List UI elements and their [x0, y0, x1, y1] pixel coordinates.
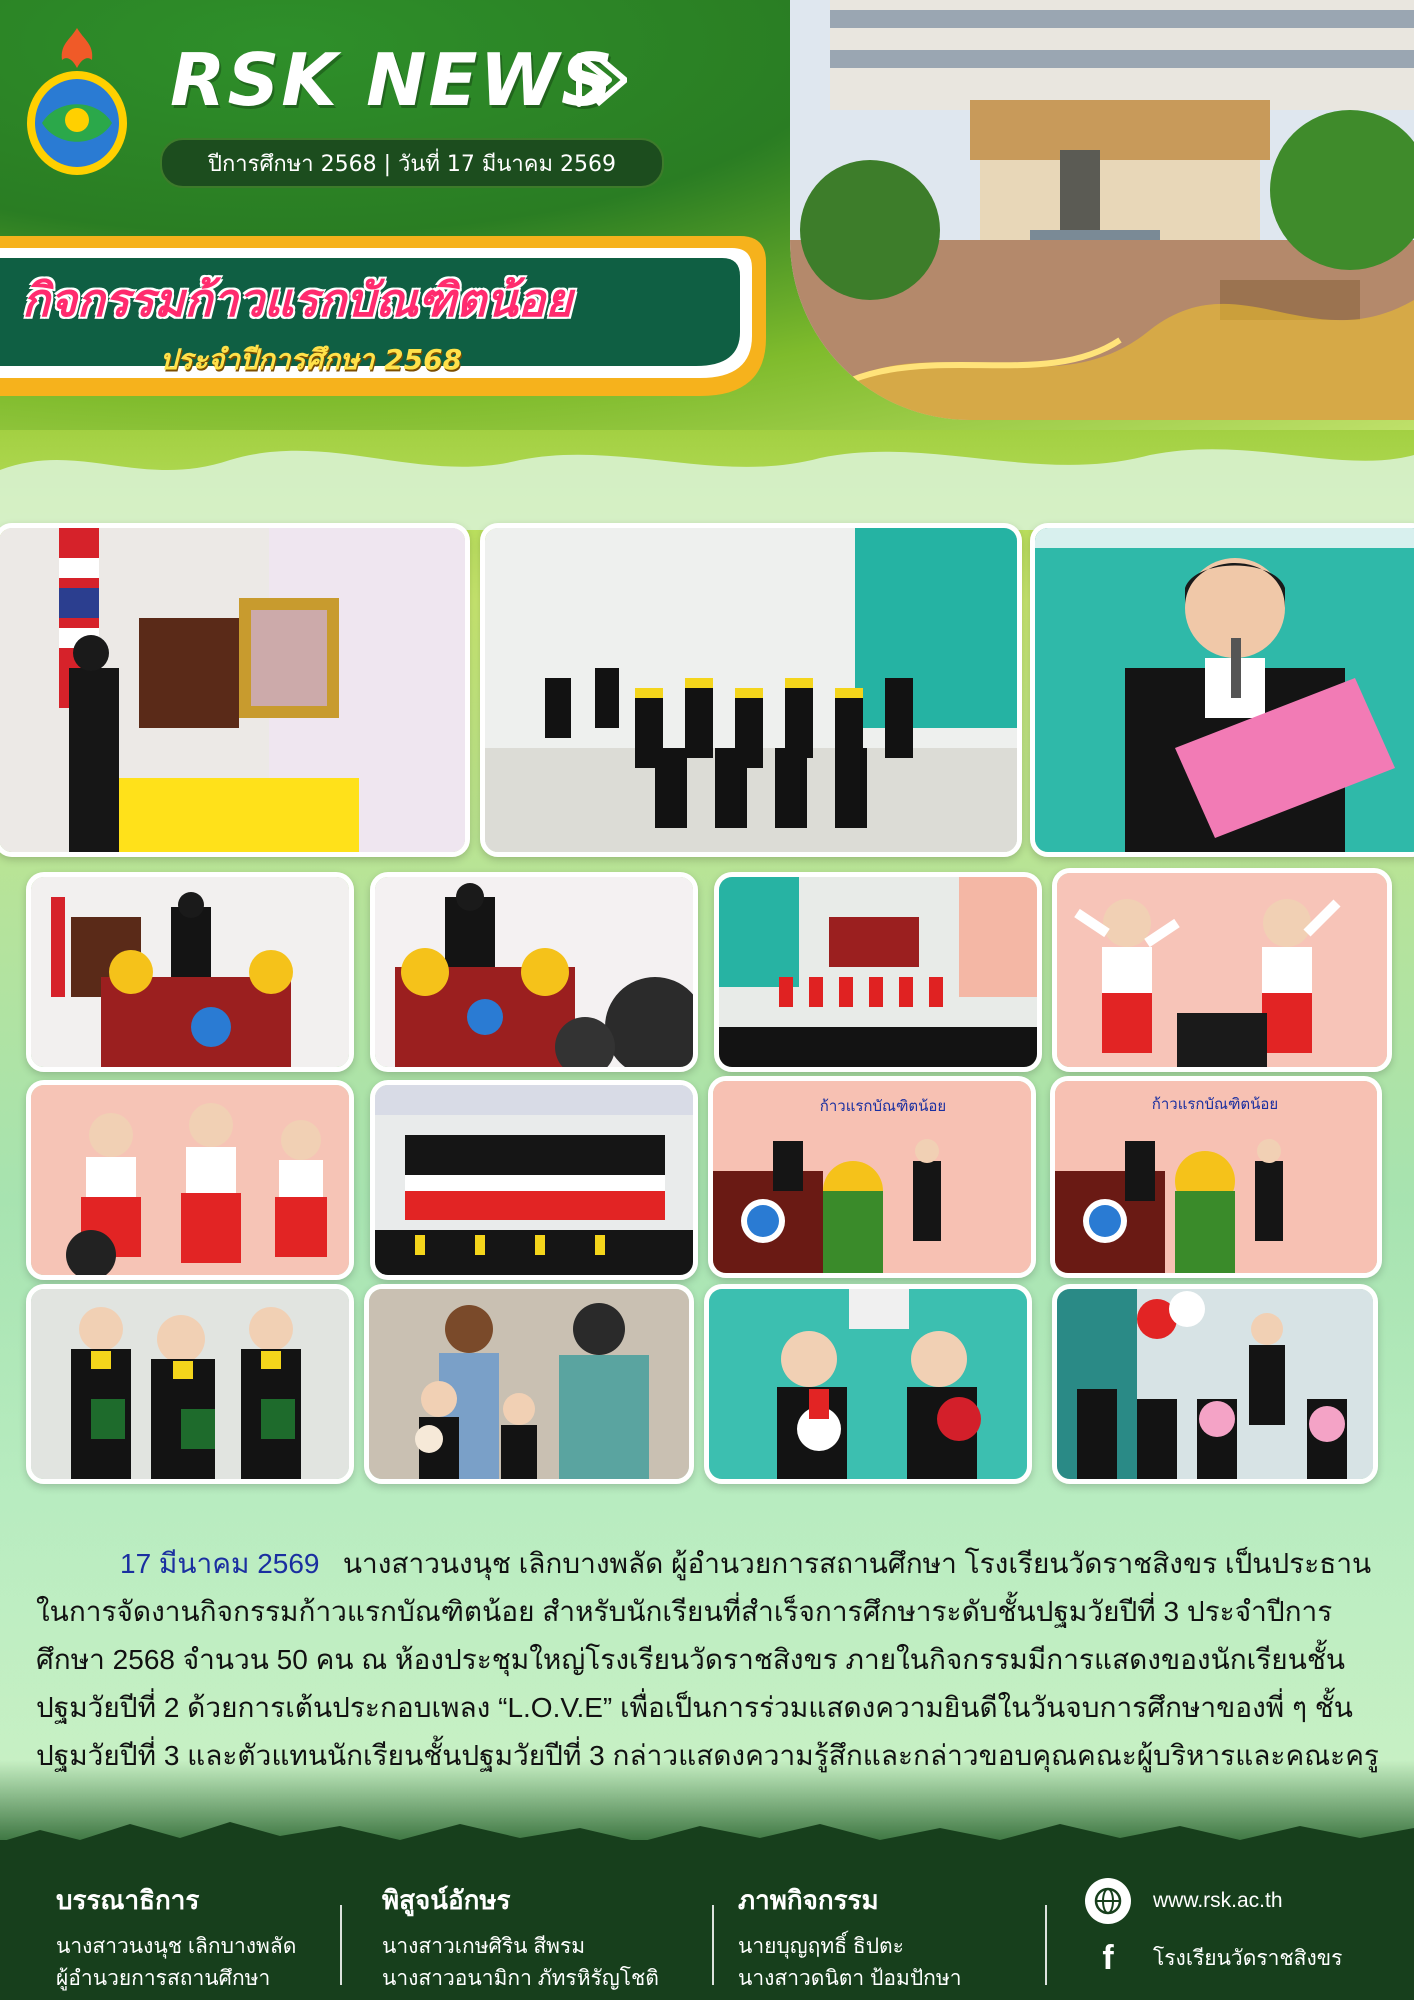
photo-kids-dancing: [1052, 868, 1392, 1072]
facebook-link[interactable]: [1085, 1935, 1342, 1981]
footer-proofreaders: [382, 1880, 659, 1995]
hero-school-photo: [790, 0, 1414, 420]
photo-family-congrats: [364, 1284, 694, 1484]
editor-role: ผู้อำนวยการสถานศึกษา: [56, 1967, 271, 1990]
photo-group-teachers: [370, 1080, 698, 1280]
activity-subtitle: ประจำปีการศึกษา 2568: [160, 343, 463, 376]
article-date: 17 มีนาคม 2569: [120, 1548, 320, 1579]
photo-paying-respect: [0, 523, 470, 857]
brand-title: RSK NEWS: [170, 38, 615, 122]
editor-heading: บรรณาธิการ: [56, 1885, 200, 1915]
photo-group-gifts: [1052, 1284, 1378, 1484]
photo-certificate-1: [708, 1076, 1036, 1278]
footer-divider: [340, 1905, 342, 1985]
photo-heading: ภาพกิจกรรม: [738, 1885, 879, 1915]
photo-kids-gifts: [704, 1284, 1032, 1484]
stage-banner-text: ก้าวแรกบัณฑิตน้อย: [819, 1097, 947, 1115]
school-logo: [22, 28, 132, 178]
facebook-text[interactable]: โรงเรียนวัดราชสิงขร: [1153, 1946, 1343, 1970]
footer-editor: [56, 1880, 296, 1995]
issue-date: ปีการศึกษา 2568 | วันที่ 17 มีนาคม 2569: [160, 138, 664, 188]
proofreader-1: นางสาวเกษศิริน สีพรม: [382, 1935, 586, 1958]
article-text: นางสาวนงนุช เลิกบางพลัด ผู้อำนวยการสถานศึกษา โรงเรียนวัดราชสิงขร เป็นประธานในการจัดงานกิจกรรมก้าวแรกบัณฑิตน้อย สำหรับนักเรียนที่สำเร็จการศึกษาระดับชั้นปฐมวัยปีที่ 3 ประจำปีการศึกษา 2568 จำนวน 50 คน ณ ห้องประชุมใหญ่โรงเรียนวัดราชสิงขร ภายในกิจกรรมมีการแสดงของนักเรียนชั้นปฐมวัยปีที่ 2 ด้วยการเต้นประกอบเพลง “L.O.V.E” เพื่อเป็นการร่วมแสดงความยินดีในวันจบการศึกษาของพี่ ๆ ชั้นปฐมวัยปีที่ 3 และตัวแทนนักเรียนชั้นปฐมวัยปีที่ 3 กล่าวแสดงความรู้สึกและกล่าวขอบคุณคณะผู้บริหารและคณะครู: [36, 1548, 1379, 1771]
photo-graduates-standing: [480, 523, 1022, 857]
footer-photographers: [738, 1880, 962, 1995]
article-body: [36, 1540, 1386, 1780]
activity-title: กิจกรรมก้าวแรกบัณฑิตน้อย: [22, 273, 573, 327]
website-link[interactable]: [1085, 1878, 1283, 1924]
photo-director-speech: [370, 872, 698, 1072]
photo-hall-performance: [714, 872, 1042, 1072]
proofreader-2: นางสาวอนามิกา ภัทรหิรัญโชติ: [382, 1967, 659, 1990]
photo-kids-dancing-2: [26, 1080, 354, 1280]
footer-divider: [712, 1905, 714, 1985]
facebook-icon: f: [1102, 1938, 1114, 1977]
stage-banner-text-2: ก้าวแรกบัณฑิตน้อย: [1151, 1095, 1279, 1113]
proof-heading: พิสูจน์อักษร: [382, 1885, 511, 1915]
photographer-2: นางสาวดนิตา ป้อมปักษา: [738, 1967, 962, 1990]
photo-graduates-folders: [26, 1284, 354, 1484]
footer-divider: [1045, 1905, 1047, 1985]
play-arrow-icon: [575, 52, 627, 112]
website-text[interactable]: www.rsk.ac.th: [1153, 1889, 1283, 1912]
photo-director-podium: [26, 872, 354, 1072]
editor-name: นางสาวนงนุช เลิกบางพลัด: [56, 1935, 297, 1958]
photo-certificate-2: [1050, 1076, 1382, 1278]
paper-wave-divider: [0, 430, 1414, 530]
photographer-1: นายบุญฤทธิ์ ธิปตะ: [738, 1935, 904, 1958]
photo-reading-speech: [1030, 523, 1414, 857]
globe-icon: [1085, 1878, 1131, 1924]
